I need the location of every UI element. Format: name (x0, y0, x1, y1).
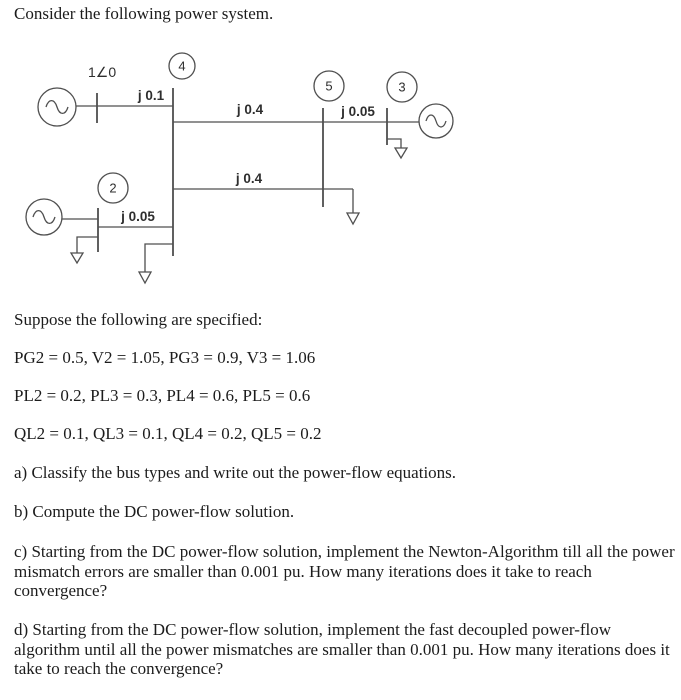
question-c: c) Starting from the DC power-flow solution, implement the Newton-Algorithm till all the power mismatch errors are smaller than 0.001 pu. How many iterations does it take to reach convergence? (14, 542, 675, 600)
impedance-label-5-3: j 0.05 (341, 104, 375, 119)
specified-intro-line: Suppose the following are specified: (14, 310, 263, 329)
bus-3-number: 3 (398, 79, 406, 95)
power-system-diagram (0, 0, 480, 300)
load-2-arrow-icon (71, 237, 98, 263)
load-5-arrow-icon (347, 189, 359, 224)
question-d: d) Starting from the DC power-flow solution, implement the fast decoupled power-flow algorithm until all the power mismatches are smaller than 0.001 pu. How many iterations does it take to reach the convergence? (14, 620, 670, 678)
impedance-label-4-5-lower: j 0.4 (235, 171, 263, 186)
question-a: a) Classify the bus types and write out the power-flow equations. (14, 463, 457, 482)
bus-4-number: 4 (178, 58, 186, 74)
bus-3-marker (387, 72, 417, 102)
given-line-ql: QL2 = 0.1, QL3 = 0.1, QL4 = 0.2, QL5 = 0.2 (14, 424, 322, 443)
load-3-arrow-icon (387, 139, 407, 158)
impedance-label-4-5-upper: j 0.4 (236, 102, 264, 117)
generator-3-icon (419, 104, 453, 138)
bus-2-number: 2 (109, 180, 117, 196)
bus-5-number: 5 (325, 78, 333, 94)
question-b: b) Compute the DC power-flow solution. (14, 502, 295, 521)
problem-title: Consider the following power system. (14, 4, 274, 23)
bus-5-marker (314, 71, 344, 101)
source-voltage-label: 1∠0 (88, 64, 117, 80)
given-line-pl: PL2 = 0.2, PL3 = 0.3, PL4 = 0.6, PL5 = 0.6 (14, 386, 311, 405)
impedance-label-2-4: j 0.05 (121, 209, 155, 224)
impedance-label-1-4: j 0.1 (137, 88, 165, 103)
given-line-pg: PG2 = 0.5, V2 = 1.05, PG3 = 0.9, V3 = 1.06 (14, 348, 316, 367)
bus-4-marker (169, 53, 195, 79)
generator-1-icon (38, 88, 76, 126)
load-4-arrow-icon (139, 244, 173, 283)
generator-2-icon (26, 199, 62, 235)
bus-2-marker (98, 173, 128, 203)
